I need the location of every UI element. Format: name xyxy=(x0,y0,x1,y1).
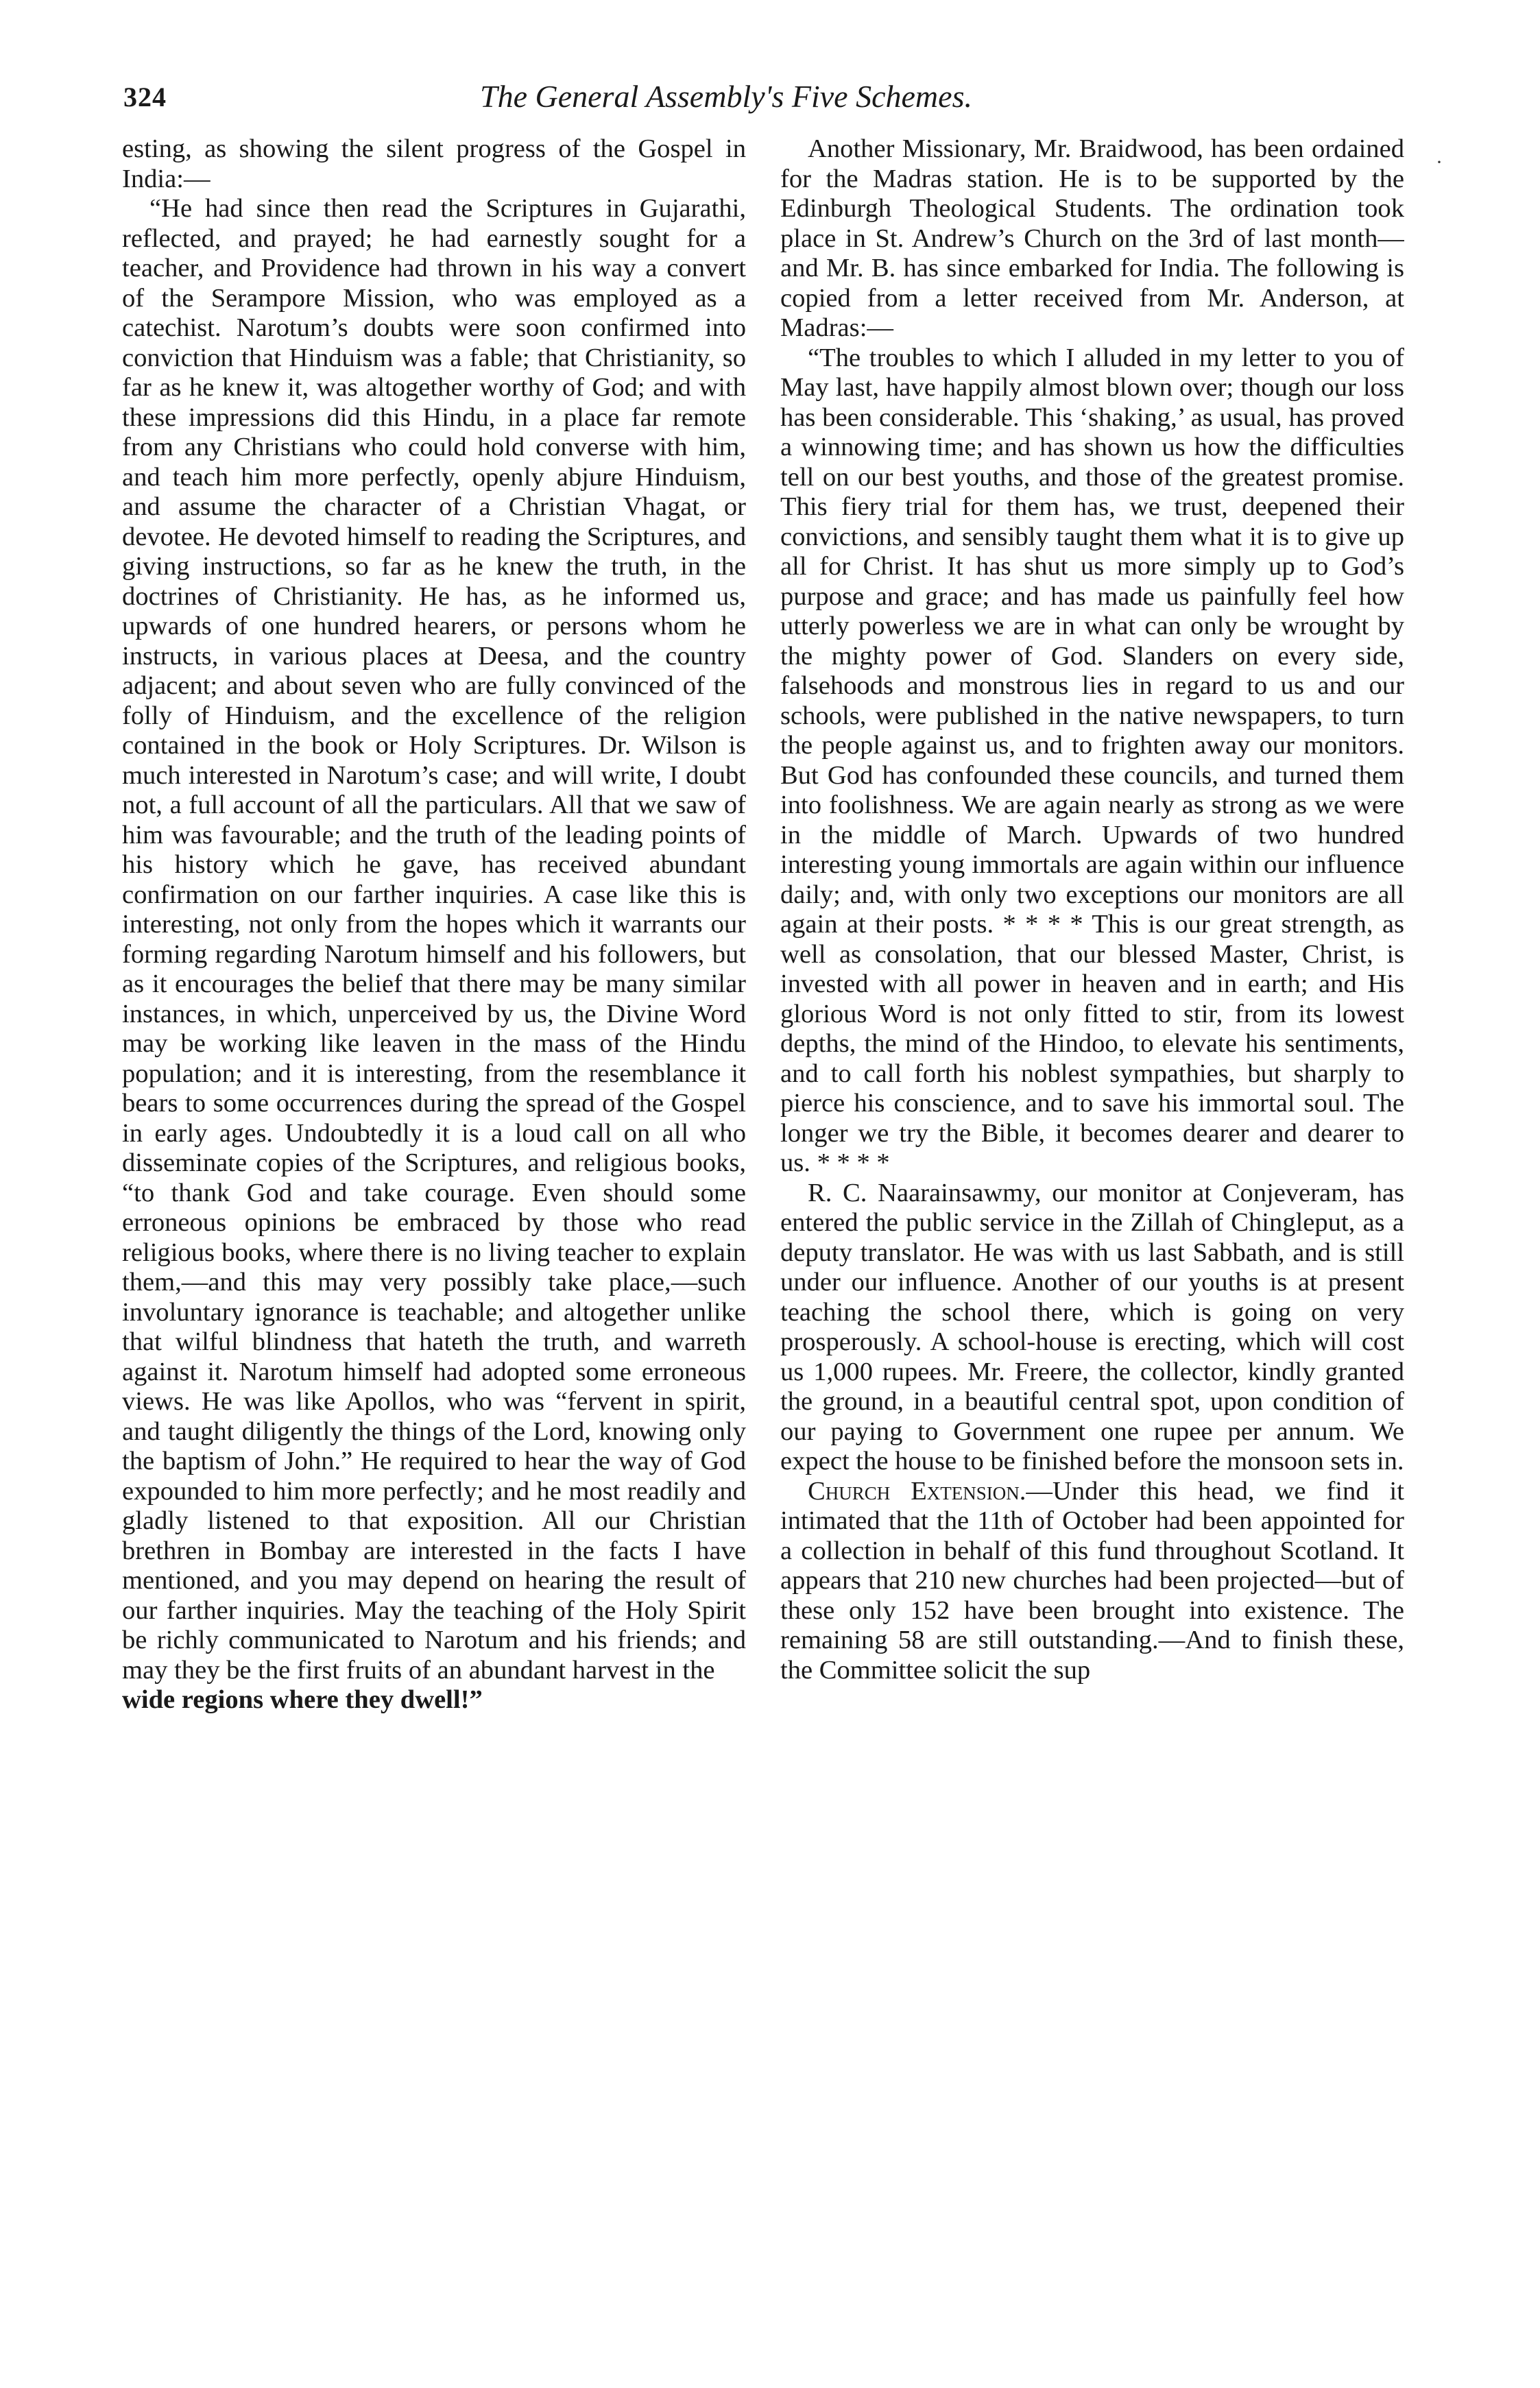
running-title: The General Assembly's Five Schemes. xyxy=(480,79,972,114)
right-paragraph-2: “The troubles to which I alluded in my letter to you of May last, have happily almost blown over; though our loss has been considerable. This ‘shaking,’ as usual, has proved a winnowing time; and has shown us how the difficulties tell on our best youths, and those of the greatest promise. This fiery trial for them has, we trust, deepened their convictions, and sensibly taught them what it is to give up all for Christ. It has shut us more simply up to God’s purpose and grace; and has made us painfully feel how utterly powerless we are in what can only be wrought by the mighty power of God. Slanders on every side, falsehoods and monstrous lies in regard to us and our schools, were published in the native newspapers, to turn the people against us, and to frighten away our monitors. But God has confounded these councils, and turned them into foolishness. We are again nearly as strong as we were in the middle of March. Upwards of two hundred interesting young immortals are again within our influence daily; and, with only two exceptions our monitors are all again at their posts. * * * * This is our great strength, as well as consolation, that our blessed Master, Christ, is invested with all power in heaven and in earth; and His glorious Word is not only fitted to stir, from its lowest depths, the mind of the Hindoo, to elevate his sentiments, and to call forth his noblest sympathies, but sharply to pierce his conscience, and to save his immortal soul. The longer we try the Bible, it becomes dearer and dearer to us. * * * * xyxy=(780,343,1404,1177)
margin-mark: · xyxy=(1436,151,1443,173)
right-paragraph-4 xyxy=(780,1477,1404,1686)
right-paragraph-3: R. C. Naarainsawmy, our monitor at Conjeveram, has entered the public service in the Zillah of Chingleput, as a deputy translator. He was with us last Sabbath, and is still under our influence. Another of our youths is at present teaching the school there, which is going on very prosperously. A school-house is erecting, which will cost us 1,000 rupees. Mr. Freere, the collector, kindly granted the ground, in a beautiful central spot, upon condition of our paying to Government one rupee per annum. We expect the house to be finished before the monsoon sets in. xyxy=(780,1178,1404,1475)
left-paragraph-2: “He had since then read the Scriptures in Gujarathi, reflected, and prayed; he had earnestly sought for a teacher, and Providence had thrown in his way a convert of the Serampore Mission, who was employed as a catechist. Narotum’s doubts were soon confirmed into conviction that Hinduism was a fable; that Christianity, so far as he knew it, was altogether worthy of God; and with these impressions did this Hindu, in a place far remote from any Christians who could hold converse with him, and teach him more perfectly, openly abjure Hinduism, and assume the character of a Christian Vhagat, or devotee. He devoted himself to reading the Scriptures, and giving instructions, so far as he knew the truth, in the doctrines of Christianity. He has, as he informed us, upwards of one hundred hearers, or persons whom he instructs, in various places at Deesa, and the country adjacent; and about seven who are fully convinced of the folly of Hinduism, and the excellence of the religion contained in the book or Holy Scriptures. Dr. Wilson is much interested in Narotum’s case; and will write, I doubt not, a full account of all the particulars. All that we saw of him was favourable; and the truth of the leading points of his history which he gave, has received abundant confirmation on our farther inquiries. A case like this is interesting, not only from the hopes which it warrants our forming regarding Narotum himself and his followers, but as it encourages the belief that there may be many similar instances, in which, unperceived by us, the Divine Word may be working like leaven in the mass of the Hindu population; and it is interesting, from the resemblance it bears to some occurrences during the spread of the Gospel in early ages. Undoubtedly it is a loud call on all who disseminate copies of the Scriptures, and religious books, “to thank God and take courage. Even should some erroneous opinions be embraced by those who read religious books, where there is no living teacher to explain them,—and this may very possibly take place,—such involuntary ignorance is teachable; and altogether unlike that wilful blindness that hateth the truth, and warreth against it. Narotum himself had adopted some erroneous views. He was like Apollos, who was “fervent in spirit, and taught diligently the things of the Lord, knowing only the baptism of John.” He required to hear the way of God expounded to him more perfectly; and he most readily and gladly listened to that exposition. All our Christian brethren in Bombay are interested in the facts I have mentioned, and you may depend on hearing the result of our farther inquiries. May the teaching of the Holy Spirit be richly communicated to Narotum and his friends; and may they be the first fruits of an abundant harvest in the xyxy=(122,194,746,1685)
church-extension-text: —Under this head, we find it intimated that the 11th of October had been appointed for a collection in behalf of this fund throughout Scotland. It appears that 210 new churches had been projected—but of these only 152 have been brought into existence. The remaining 58 are still outstanding.—And to finish these, the Committee solicit the sup xyxy=(780,1476,1404,1685)
page-header xyxy=(123,75,1358,123)
page-number: 324 xyxy=(123,82,167,112)
left-paragraph-1: esting, as showing the silent progress of the Gospel in India:— xyxy=(122,134,746,193)
section-heading-church-extension: Church Extension. xyxy=(808,1476,1026,1506)
left-column xyxy=(122,134,746,2280)
right-column xyxy=(780,134,1404,2280)
left-paragraph-3: wide regions where they dwell!” xyxy=(122,1685,483,1714)
right-paragraph-1: Another Missionary, Mr. Braidwood, has been ordained for the Madras station. He is to be supported by the Edinburgh Theological Students. The ordination took place in St. Andrew’s Church on the 3rd of last month—and Mr. B. has since embarked for India. The following is copied from a letter received from Mr. Anderson, at Madras:— xyxy=(780,134,1404,342)
